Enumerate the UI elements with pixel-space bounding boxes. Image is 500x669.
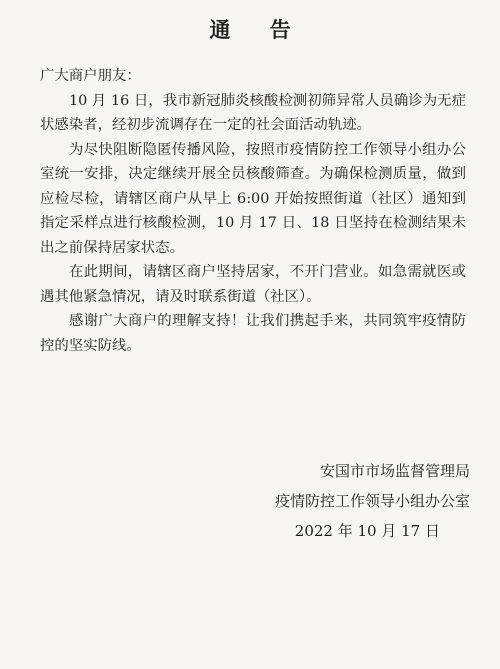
paragraph-1: 10 月 16 日，我市新冠肺炎核酸检测初筛异常人员确诊为无症状感染者，经初步流调存在一定的社会面活动轨迹。 [40,92,466,133]
issue-date: 2022 年 10 月 17 日 [294,522,440,540]
paragraph-3: 在此期间，请辖区商户坚持居家，不开门营业。如急需就医或遇其他紧急情况，请及时联系街道（社区）。 [40,264,466,305]
signature-block [210,456,470,546]
notice-body [40,64,466,358]
issuing-office: 疫情防控工作领导小组办公室 [274,492,470,510]
paragraph-4: 感谢广大商户的理解支持！让我们携起手来，共同筑牢疫情防控的坚实防线。 [40,313,466,354]
notice-title: 通 告 [209,18,307,42]
issuing-organization: 安国市市场监督管理局 [319,462,470,480]
salutation: 广大商户朋友： [40,68,141,84]
paragraph-2: 为尽快阻断隐匿传播风险，按照市疫情防控工作领导小组办公室统一安排，决定继续开展全员核酸筛查。为确保检测质量，做到应检尽检，请辖区商户从早上 6:00 开始按照街道（社区）通知到指定采样点进行核酸检测，10 月 17 日、18 日坚持在检测结果未出之前保持居家状态。 [40,141,466,256]
